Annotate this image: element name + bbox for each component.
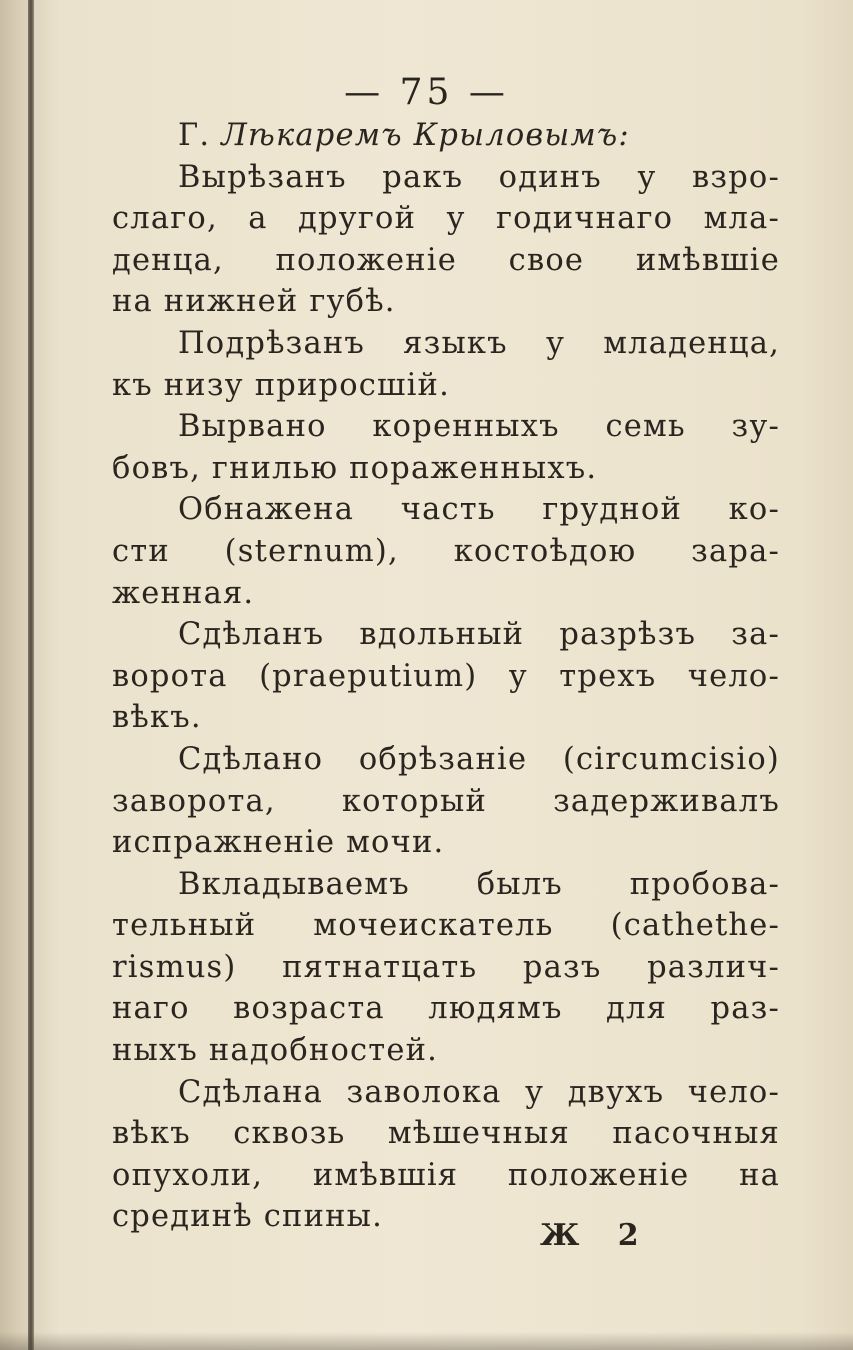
text-line: сти (sternum), костоѣдою зара-	[112, 533, 780, 569]
text-line: rismus) пятнатцать разъ различ-	[112, 949, 780, 985]
page-bottom-edge	[0, 1332, 853, 1350]
text-line: заворота, который задерживалъ	[112, 783, 780, 819]
text-line: испражненіе мочи.	[112, 825, 445, 861]
text-line: ворота (praeputium) у трехъ чело-	[112, 658, 780, 694]
catchword-signature: Ж 2	[540, 1218, 653, 1253]
text-line: Вкладываемъ былъ пробова-	[178, 866, 780, 902]
text-line-italic: Лѣкаремъ Крыловымъ:	[221, 118, 630, 153]
text-line: слаго, а другой у годичнаго мла-	[112, 201, 780, 237]
text-line: денца, положеніе свое имѣвшіе	[112, 242, 780, 278]
text-line: Обнажена часть грудной ко-	[178, 492, 780, 528]
text-line: Сдѣлано обрѣзаніе (circumcisio)	[178, 741, 780, 777]
text-line: Сдѣлана заволока у двухъ чело-	[178, 1074, 780, 1110]
text-line: опухоли, имѣвшія положеніе на	[112, 1157, 780, 1193]
text-line: женная.	[112, 575, 255, 611]
text-line: срединѣ спины.	[112, 1199, 384, 1235]
text-line: наго возраста людямъ для раз-	[112, 991, 780, 1027]
text-line: Сдѣланъ вдольный разрѣзъ за-	[178, 617, 780, 653]
text-line: Г. Лѣкаремъ Крыловымъ:	[178, 118, 630, 153]
text-line: на нижней губѣ.	[112, 284, 396, 320]
text-line: вѣкъ сквозь мѣшечныя пасочныя	[112, 1116, 780, 1152]
text-line: ныхъ надобностей.	[112, 1033, 439, 1069]
book-spine-shadow	[28, 0, 34, 1350]
text-line: тельный мочеискатель (cathethe-	[112, 908, 780, 944]
text-line: Подрѣзанъ языкъ у младенца,	[178, 325, 780, 361]
text-line: къ низу приросшій.	[112, 367, 450, 403]
text-line: бовъ, гнилью пораженныхъ.	[112, 450, 598, 486]
body-text	[112, 115, 780, 1238]
text-line: Вырѣзанъ ракъ одинъ у взро-	[178, 159, 780, 195]
text-line: вѣкъ.	[112, 700, 202, 736]
text-line: Вырвано коренныхъ семь зу-	[178, 409, 780, 445]
page-number-header: — 75 —	[344, 72, 509, 113]
